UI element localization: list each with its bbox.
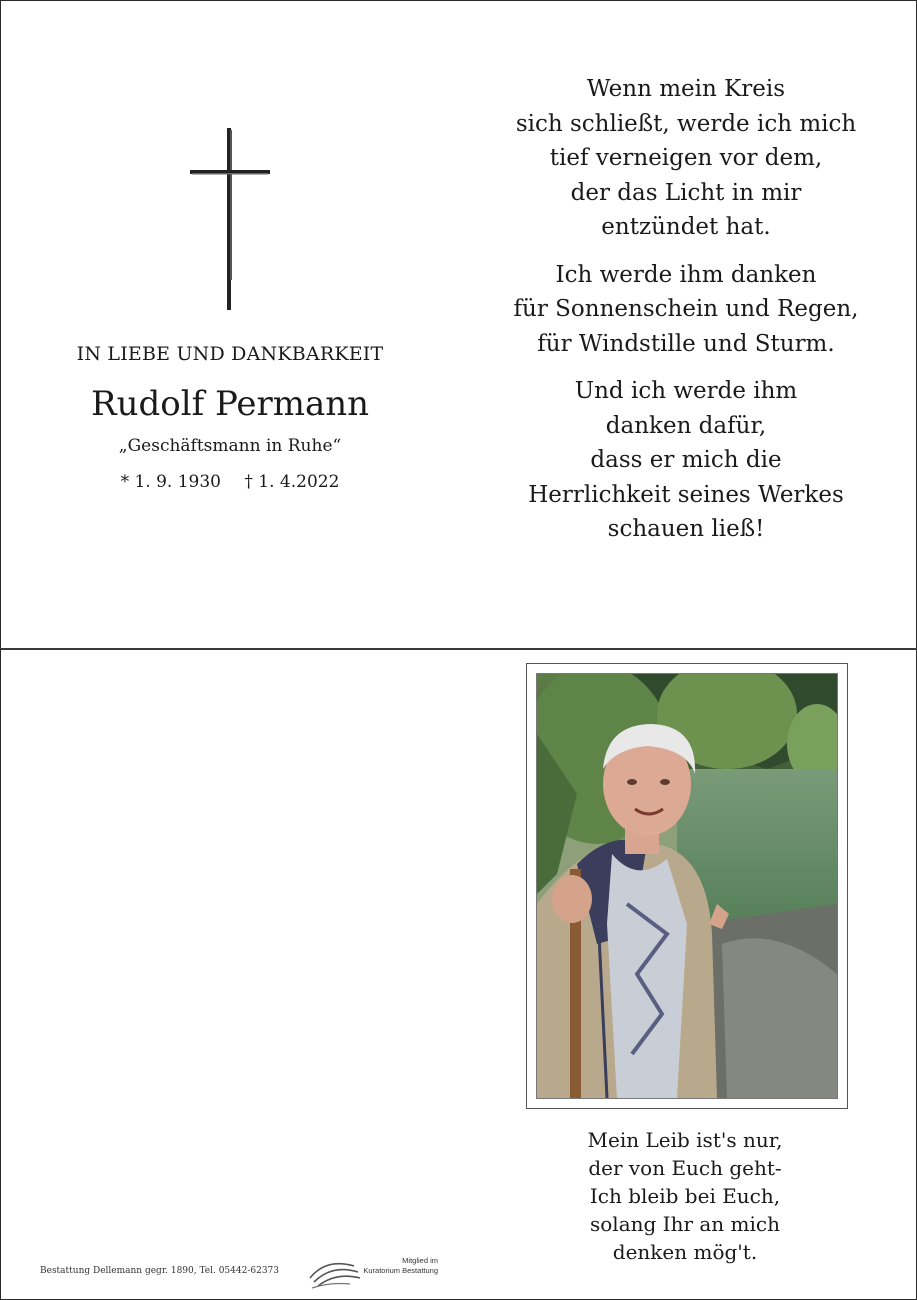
logo-caption xyxy=(332,1256,438,1276)
poem-line: schauen ließ! xyxy=(607,516,765,542)
dedication: IN LIEBE UND DANKBARKEIT xyxy=(76,343,384,365)
logo-line: Kuratorium Bestattung xyxy=(363,1266,438,1275)
poem-line: sich schließt, werde ich mich xyxy=(515,110,857,137)
life-dates xyxy=(30,472,430,492)
portrait-frame xyxy=(526,663,848,1109)
death-date: † 1. 4.2022 xyxy=(244,472,340,492)
verse-line: Ich bleib bei Euch, xyxy=(589,1184,781,1208)
fold-line xyxy=(0,648,917,650)
poem xyxy=(480,72,892,560)
verse-line: denken mög't. xyxy=(612,1240,758,1264)
verse-line: Mein Leib ist's nur, xyxy=(587,1128,783,1152)
poem-line: der das Licht in mir xyxy=(570,179,802,206)
poem-line: Wenn mein Kreis xyxy=(586,76,786,102)
poem-line: Herrlichkeit seines Werkes xyxy=(528,481,844,508)
verse-line: der von Euch geht- xyxy=(588,1156,782,1180)
poem-line: entzündet hat. xyxy=(601,214,771,240)
verse xyxy=(510,1126,860,1266)
birth-date: * 1. 9. 1930 xyxy=(120,472,221,492)
poem-line: Und ich werde ihm xyxy=(574,378,798,404)
epithet: „Geschäftsmann in Ruhe“ xyxy=(118,436,342,456)
poem-stanza xyxy=(480,72,892,245)
portrait-photo xyxy=(536,673,838,1099)
poem-stanza xyxy=(480,258,892,362)
cross-icon xyxy=(185,126,275,312)
poem-line: für Sonnenschein und Regen, xyxy=(513,296,859,322)
logo-line: Mitglied im xyxy=(402,1256,438,1265)
poem-line: für Windstille und Sturm. xyxy=(537,330,835,357)
poem-line: tief verneigen vor dem, xyxy=(549,145,823,171)
funeral-home-credit: Bestattung Dellemann gegr. 1890, Tel. 05442-62373 xyxy=(40,1266,280,1276)
deceased-name: Rudolf Permann xyxy=(90,384,370,424)
poem-line: dass er mich die xyxy=(590,447,782,473)
poem-line: Ich werde ihm danken xyxy=(555,261,817,288)
poem-line: danken dafür, xyxy=(605,412,767,439)
verse-line: solang Ihr an mich xyxy=(590,1212,780,1236)
poem-stanza xyxy=(480,374,892,547)
